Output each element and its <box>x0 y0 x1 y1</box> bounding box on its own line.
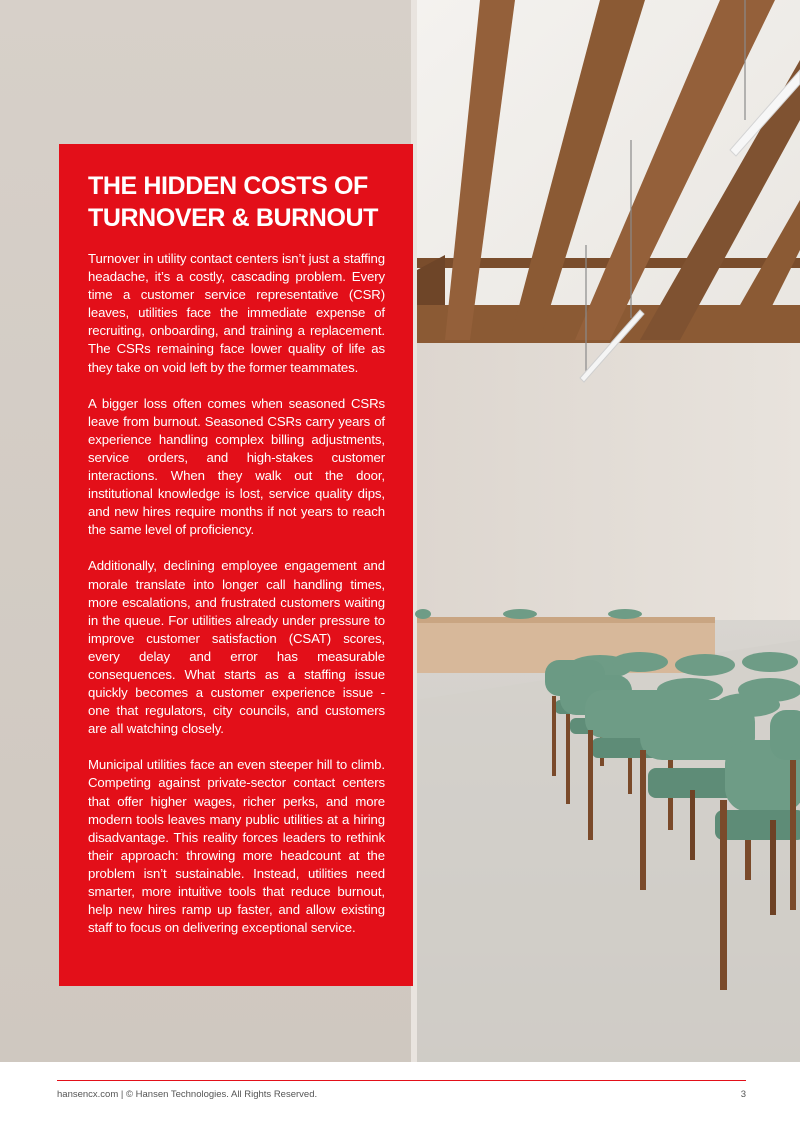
article-panel <box>59 144 413 986</box>
title-line-1: THE HIDDEN COSTS OF <box>88 172 368 200</box>
paragraph-3: Additionally, declining employee engagement and morale translate into longer call handling times, more escalations, and frustrated customers waiting in the queue. For utilities already under pressure to improve customer satisfaction (CSAT) scores, every delay and error has measurable consequences. What starts as a staffing issue quickly becomes a customer experience issue - one that regulators, city councils, and customers are all watching closely. <box>88 558 385 737</box>
article-title <box>88 170 385 234</box>
title-line-2: TURNOVER & BURNOUT <box>88 204 379 232</box>
paragraph-2: A bigger loss often comes when seasoned CSRs leave from burnout. Seasoned CSRs carry years of experience handling complex billing adjustments, service orders, and high-stakes customer interactions. When they walk out the door, institutional knowledge is lost, service quality dips, and new hires require months if not years to reach the same level of proficiency. <box>88 395 385 538</box>
footer-rule <box>57 1080 746 1081</box>
page-number: 3 <box>740 1089 746 1100</box>
paragraph-4: Municipal utilities face an even steeper hill to climb. Competing against private-sector contact centers that offer higher wages, richer perks, and more modern tools leaves many public utilities at a hiring disadvantage. This reality forces leaders to rethink their approach: throwing more headcount at the problem isn’t sustainable. Instead, utilities need smarter, more intuitive tools that reduce burnout, help new hires ramp up faster, and allow existing staff to focus on delivering exceptional service. <box>88 757 385 936</box>
paragraph-1: Turnover in utility contact centers isn’t just a staffing headache, it’s a costly, cascading problem. Every time a customer service representative (CSR) leaves, utilities face the immediate expense of recruiting, onboarding, and training a replacement. The CSRs remaining face lower quality of life as they take on void left by the former teammates. <box>88 251 385 375</box>
footer-copyright: hansencx.com | © Hansen Technologies. All Rights Reserved. <box>57 1089 318 1100</box>
